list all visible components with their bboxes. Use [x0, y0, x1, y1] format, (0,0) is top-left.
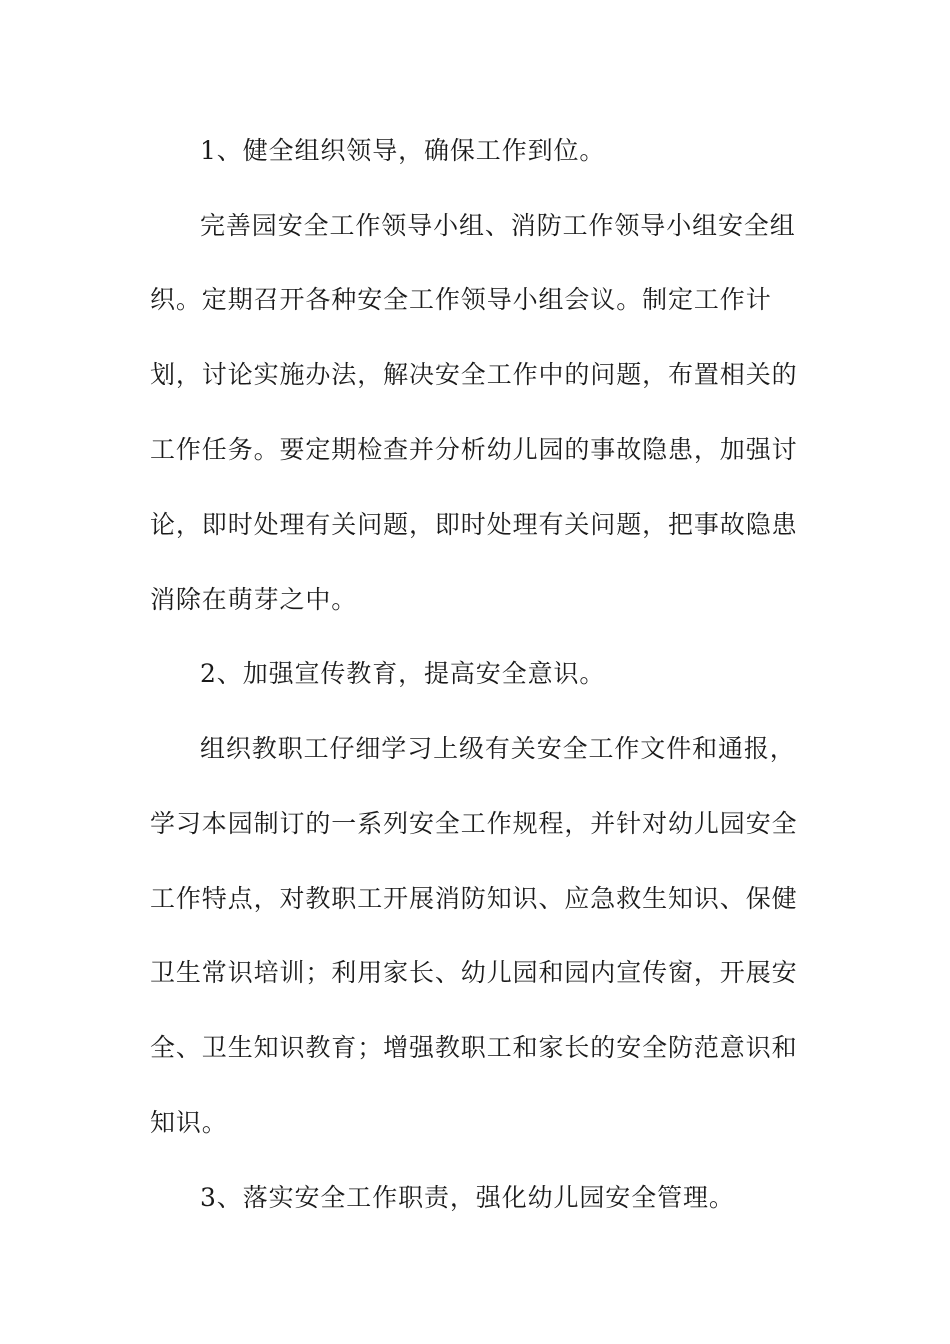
paragraph-line: 工作特点，对教职工开展消防知识、应急救生知识、保健 — [150, 884, 798, 913]
paragraph-line: 全、卫生知识教育；增强教职工和家长的安全防范意识和 — [150, 1033, 798, 1062]
paragraph-line: 工作任务。要定期检查并分析幼儿园的事故隐患，加强讨 — [150, 435, 798, 464]
paragraph-line: 学习本园制订的一系列安全工作规程，并针对幼儿园安全 — [150, 809, 798, 838]
section-heading-1: 1、健全组织领导，确保工作到位。 — [200, 136, 606, 165]
paragraph-line: 完善园安全工作领导小组、消防工作领导小组安全组 — [200, 211, 796, 240]
section-heading-3: 3、落实安全工作职责，强化幼儿园安全管理。 — [200, 1183, 735, 1212]
paragraph-line: 织。定期召开各种安全工作领导小组会议。制定工作计 — [150, 285, 772, 314]
paragraph-line: 划，讨论实施办法，解决安全工作中的问题，布置相关的 — [150, 360, 798, 389]
paragraph-line: 知识。 — [150, 1108, 228, 1137]
paragraph-line: 组织教职工仔细学习上级有关安全工作文件和通报， — [200, 734, 796, 763]
paragraph-line: 卫生常识培训；利用家长、幼儿园和园内宣传窗，开展安 — [150, 958, 798, 987]
section-heading-2: 2、加强宣传教育，提高安全意识。 — [200, 659, 606, 688]
paragraph-line: 消除在萌芽之中。 — [150, 585, 358, 614]
paragraph-line: 论，即时处理有关问题，即时处理有关问题，把事故隐患 — [150, 510, 798, 539]
